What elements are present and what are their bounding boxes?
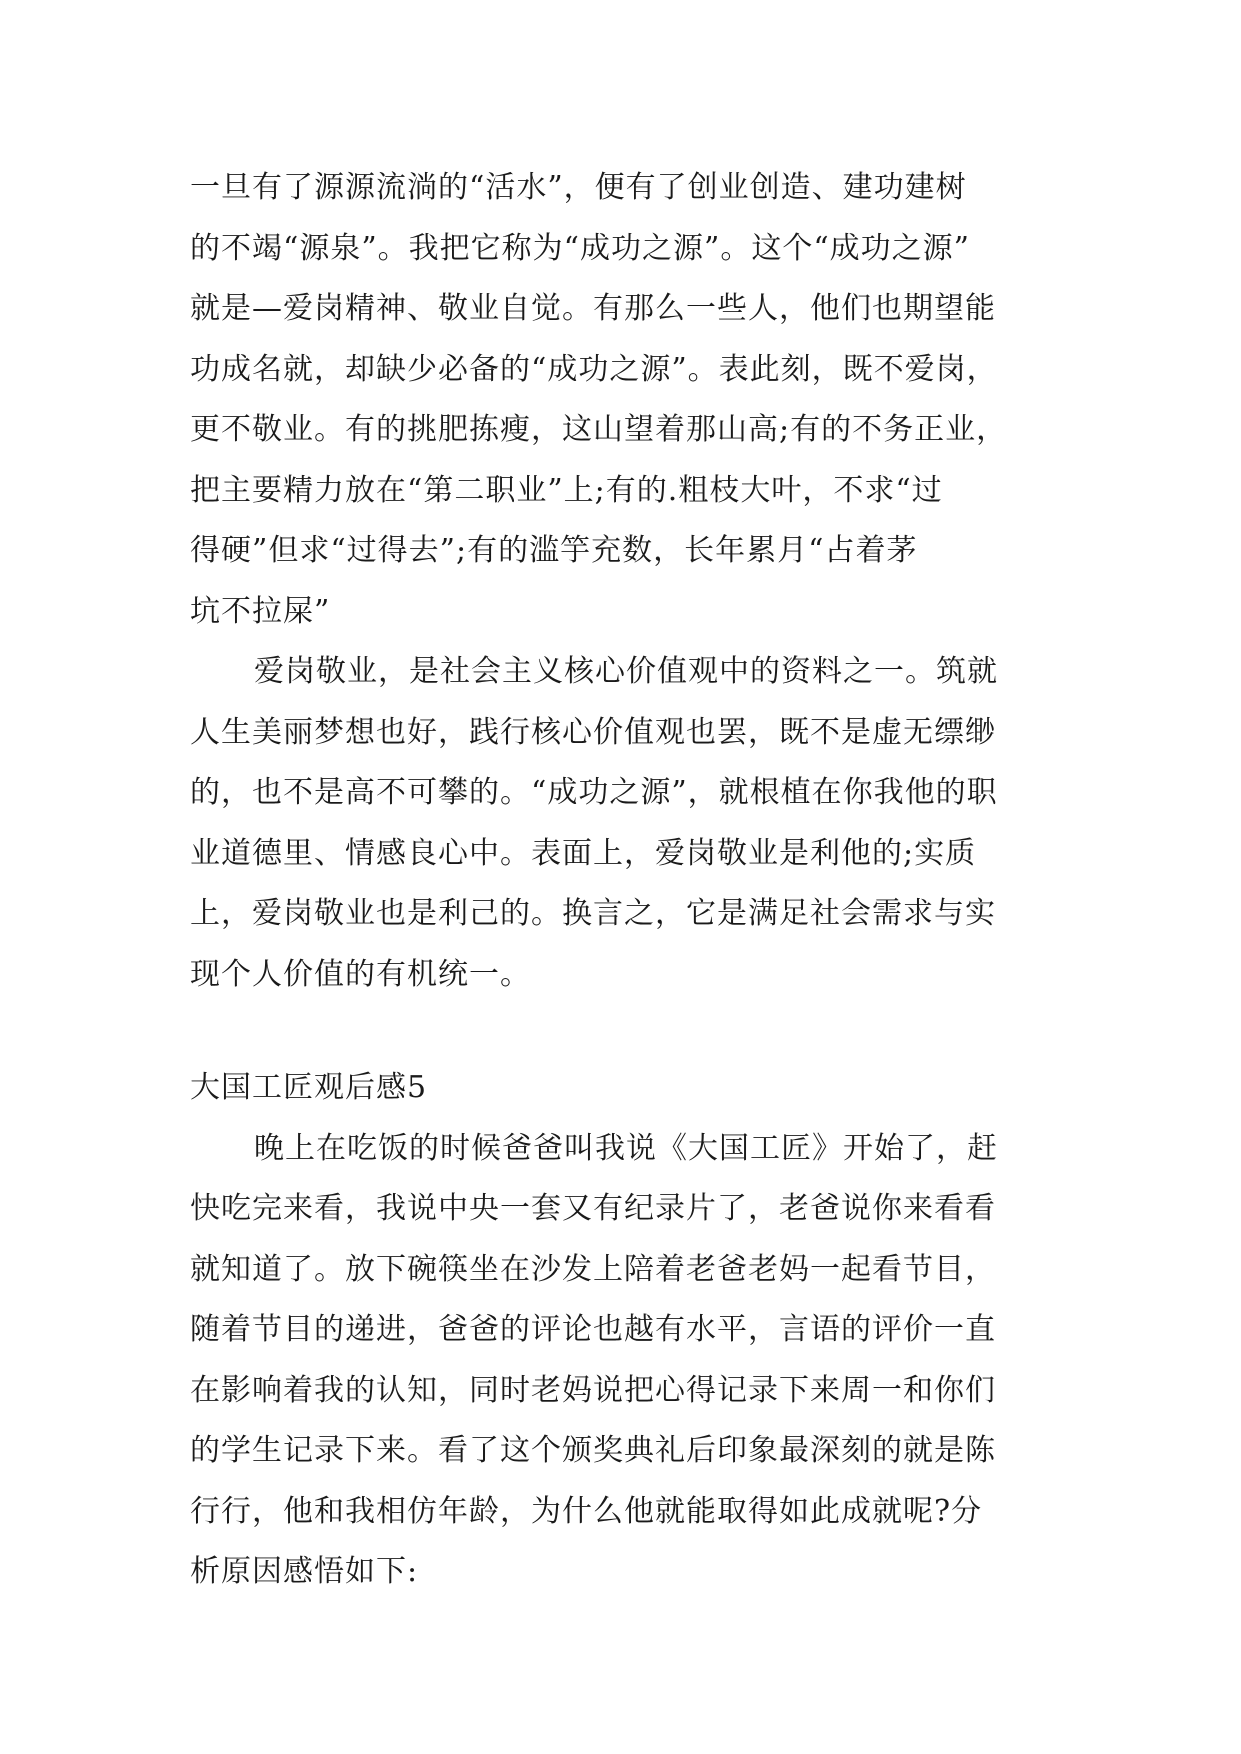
text-line: 晚上在吃饭的时候爸爸叫我说《大国工匠》开始了，赶 <box>254 1130 998 1166</box>
text-line: 就知道了。放下碗筷坐在沙发上陪着老爸老妈一起看节目， <box>190 1251 996 1287</box>
text-line: 在影响着我的认知，同时老妈说把心得记录下来周一和你们 <box>190 1372 996 1408</box>
text-line: 的，也不是高不可攀的。“成功之源”，就根植在你我他的职 <box>190 775 998 810</box>
text-line: 功成名就，却缺少必备的“成功之源”。表此刻，既不爱岗， <box>190 351 998 387</box>
text-line: 爱岗敬业，是社会主义核心价值观中的资料之一。筑就 <box>254 654 998 689</box>
text-line: 一旦有了源源流淌的“活水”，便有了创业创造、建功建树 <box>190 170 967 205</box>
text-line: 把主要精力放在“第二职业”上;有的.粗枝大叶，不求“过 <box>190 472 943 508</box>
text-line: 业道德里、情感良心中。表面上，爱岗敬业是利他的;实质 <box>190 835 977 871</box>
text-line: 行行，他和我相仿年龄，为什么他就能取得如此成就呢?分 <box>190 1493 983 1529</box>
text-line: 坑不拉屎” <box>190 593 331 629</box>
text-line: 快吃完来看，我说中央一套又有纪录片了，老爸说你来看看 <box>190 1191 996 1226</box>
section-heading: 大国工匠观后感5 <box>190 1070 428 1105</box>
text-line: 更不敬业。有的挑肥拣瘦，这山望着那山高;有的不务正业， <box>190 412 1008 447</box>
document-body <box>190 158 1052 1603</box>
text-line: 就是—爱岗精神、敬业自觉。有那么一些人，他们也期望能 <box>190 291 996 326</box>
paragraph-success-source <box>190 158 1052 642</box>
text-line: 人生美丽梦想也好，践行核心价值观也罢，既不是虚无缥缈 <box>190 714 996 750</box>
text-line: 得硬”但求“过得去”;有的滥竽充数，长年累月“占着茅 <box>190 533 918 568</box>
text-line: 上，爱岗敬业也是利己的。换言之，它是满足社会需求与实 <box>190 896 996 931</box>
text-line: 随着节目的递进，爸爸的评论也越有水平，言语的评价一直 <box>190 1312 996 1347</box>
paragraph-craftsman-review <box>190 1119 1052 1603</box>
paragraph-dedication <box>190 642 1052 1005</box>
text-line: 现个人价值的有机统一。 <box>190 956 531 992</box>
text-line: 的学生记录下来。看了这个颁奖典礼后印象最深刻的就是陈 <box>190 1433 996 1468</box>
text-line: 的不竭“源泉”。我把它称为“成功之源”。这个“成功之源” <box>190 230 971 266</box>
text-line: 析原因感悟如下: <box>190 1554 419 1589</box>
